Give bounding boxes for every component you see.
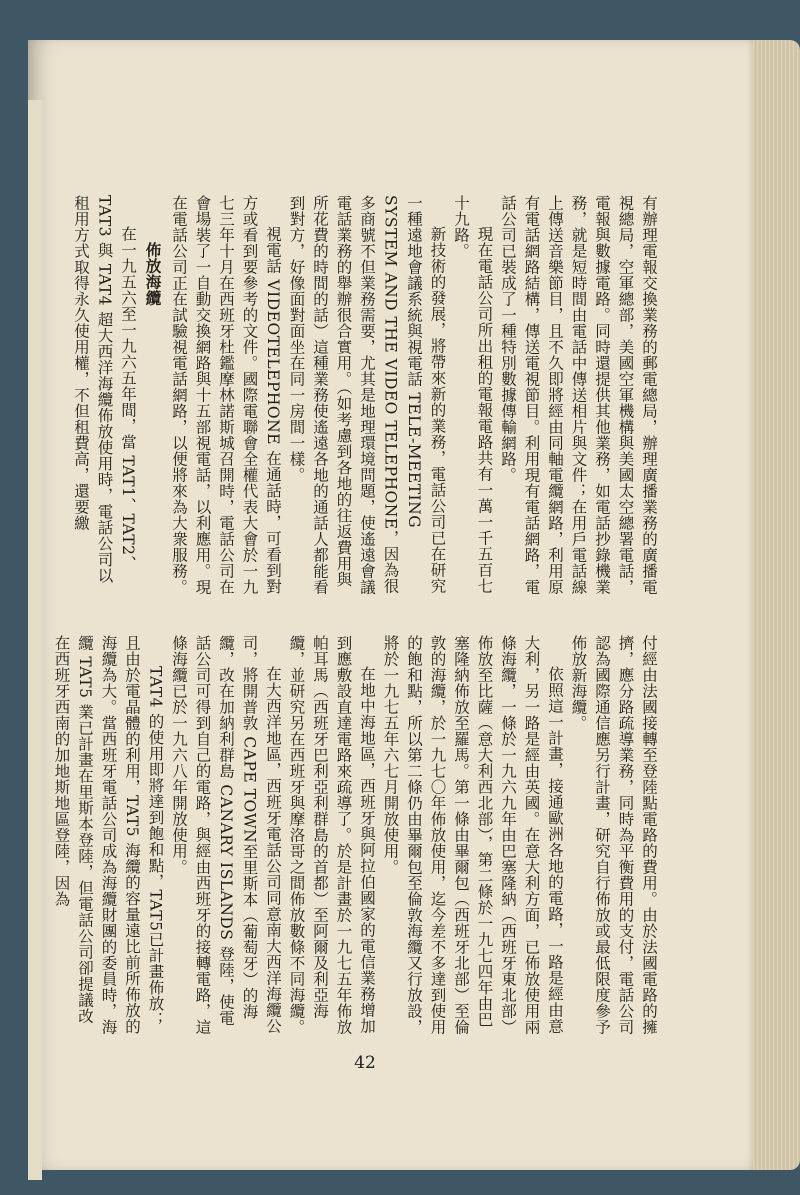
paragraph: 現在電話公司所出租的電報電路共有一萬一千五百七十九路。 [452, 195, 494, 594]
upper-text-block [69, 195, 661, 595]
paragraph: TAT4 的使用即將達到飽和點，TAT5已計畫佈放；且由於電晶體的利用，TAT5 海纜的容量遠比前所佈放的海纜為大。當西班牙電話公司成為海纜財團的委員時，海纜 TAT5 業已計畫在里斯本登陸，但電話公司卻提議改在西班牙西南的加地斯地區登陸，因為 [52, 635, 165, 1035]
facing-page-edge [28, 100, 42, 1180]
paragraph: 付經由法國接轉至登陸點電路的費用。由於法國電路的擁擠，應分路疏導業務，同時為平衡費用的支付，電話公司認為國際通信應另行計畫，研究自行佈放或最低限度參予佈放新海纜。 [569, 635, 658, 1035]
section-heading: 佈放海纜 [143, 241, 163, 306]
lower-text-block [49, 635, 660, 1035]
paragraph: 在一九五六至一九六五年間，當 TAT1、TAT2、TAT3 與 TAT4 超大西洋海纜佈放使用時，電話公司以租用方式取得永久使用權，不但租費高，還要繳 [72, 195, 137, 584]
paragraph: 有辦理電報交換業務的郵電總局，辦理廣播業務的廣播電視總局，空軍總部，美國空軍機構與美國太空總署電話，電報與數據電路。同時還提供其他業務，如電話抄錄機業務，就是短時間由電話中傳送相片與文件；在用戶電話線上傳送音樂節目，且不久即將經由同軸電纜網路，利用原有電話網路結構，傳送電視節目。利用現有電話網路，電話公司已裝成了一種特別數據傳輸網路。 [499, 195, 658, 595]
paragraph: 視電話 VIDEOTELEPHONE 在通話時，可看到對方或看到要參考的文件。國際電聯會全權代表大會於一九七三年十月在西班牙杜鑑摩林諾斯城召開時，電話公司在會場裝了一自動交換網路與十五部視電話，以利應用。現在電話公司正在試驗視電話網路，以便將來為大衆服務。 [170, 195, 282, 595]
paragraph: 新技術的發展，將帶來新的業務，電話公司已在研究一種遠地會議系統與視電話 TELE-MEETING SYSTEM AND THE VIDEO TELEPHONE，因為很多商號不但業務需要，尤其是地理環境問題，使遙遠會議電話業務的舉辦很合實用。（如考慮到各地的往返費用與所花費的時間的話）這種業務使遙遠各地的通話人都能看到對方，好像面對面坐在同一房間一樣。 [287, 195, 447, 595]
paragraph: 在地中海地區，西班牙與阿拉伯國家的電信業務增加到應敷設直達電路來疏導了。於是計畫於一九七五年佈放帕耳馬（西班牙巴利亞利群島的首都）至阿爾及利亞海纜，並研究另在西班牙與摩洛哥之間佈放數條不同海纜。 [287, 635, 376, 1035]
paragraph: 在大西洋地區，西班牙電話公司同意南大西洋海纜公司，將開普敦 CAPE TOWN至里斯本（葡萄牙）的海纜，改在加納利群島 CANARY ISLANDS 登陸，使電話公司可得到自己的電路，與經由西班牙的接轉電路，這條海纜已於一九六八年開放使用。 [170, 635, 282, 1035]
paragraph: 依照這一計畫，接通歐洲各地的電路，一路是經由意大利，另一路是經由英國。在意大利方面，已佈放使用兩條海纜，一條於一九六九年由巴塞隆納（西班牙東北部）佈放至比薩（意大利西北部），第二條於一九七四年由巴塞隆納佈放至羅馬。第一條由畢爾包（西班牙北部）至倫敦的海纜，於一九七〇年佈放使用，迄今差不多達到使用的飽和點，所以第二條仍由畢爾包至倫敦海纜又行放設，將於一九七五年六七月開放使用。 [381, 635, 564, 1035]
page-number: 42 [354, 1053, 376, 1073]
